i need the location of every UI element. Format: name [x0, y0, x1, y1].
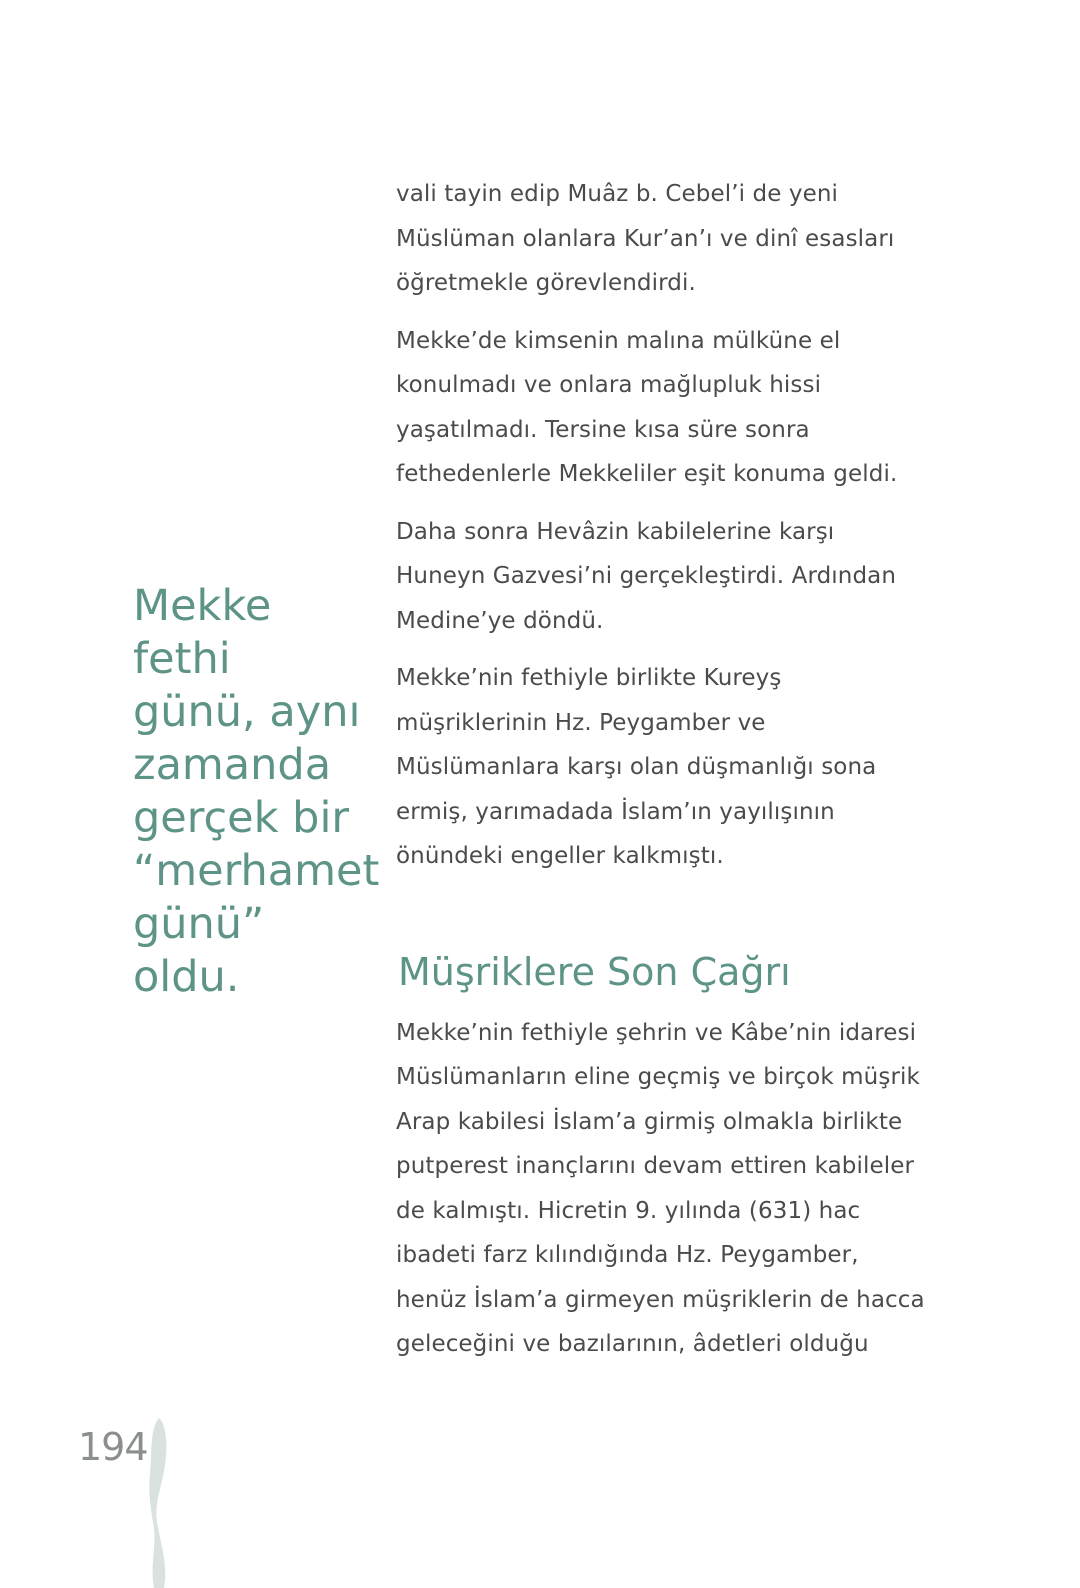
- text-line: müşriklerinin Hz. Peygamber ve: [396, 709, 766, 736]
- text-line: putperest inançlarını devam ettiren kabileler: [396, 1153, 915, 1179]
- text-line: ermiş, yarımadada İslam’ın yayılışının: [396, 798, 835, 825]
- section-heading: Müşriklere Son Çağrı: [398, 949, 791, 994]
- pull-quote-line: oldu.: [133, 952, 240, 1002]
- pull-quote-line: günü”: [133, 899, 265, 949]
- main-text-column: [396, 172, 925, 1380]
- text-line: ibadeti farz kılındığında Hz. Peygamber,: [396, 1242, 859, 1268]
- pull-quote-line: gerçek bir: [133, 793, 350, 843]
- text-line: Müslümanlara karşı olan düşmanlığı sona: [396, 754, 877, 780]
- pull-quote-line: zamanda: [133, 740, 332, 790]
- body-paragraph: [396, 510, 896, 644]
- text-line: henüz İslam’a girmeyen müşriklerin de hacca: [396, 1286, 925, 1313]
- text-line: Müslüman olanlara Kur’an’ı ve dinî esasları: [396, 225, 895, 252]
- section-paragraph: [396, 1011, 925, 1367]
- text-line: Müslümanların eline geçmiş ve birçok müşrik: [396, 1064, 920, 1090]
- text-line: fethedenlerle Mekkeliler eşit konuma geldi.: [396, 461, 898, 487]
- text-line: Mekke’nin fethiyle birlikte Kureyş: [396, 665, 782, 691]
- pull-quote: [133, 580, 380, 1004]
- text-line: Arap kabilesi İslam’a girmiş olmakla birlikte: [396, 1108, 903, 1135]
- text-line: Mekke’de kimsenin malına mülküne el: [396, 327, 841, 354]
- text-line: Medine’ye döndü.: [396, 607, 604, 634]
- text-line: vali tayin edip Muâz b. Cebel’i de yeni: [396, 181, 839, 207]
- body-paragraph: [396, 656, 896, 879]
- pull-quote-line: “merhamet: [133, 846, 380, 896]
- text-line: yaşatılmadı. Tersine kısa süre sonra: [396, 416, 810, 443]
- text-line: öğretmekle görevlendirdi.: [396, 270, 696, 296]
- page-ornament-icon: [146, 1418, 172, 1588]
- text-line: Huneyn Gazvesi’ni gerçekleştirdi. Ardından: [396, 563, 897, 589]
- text-line: önündeki engeller kalkmıştı.: [396, 843, 724, 869]
- pull-quote-line: fethi: [133, 634, 231, 684]
- text-line: Daha sonra Hevâzin kabilelerine karşı: [396, 518, 835, 545]
- body-paragraph: [396, 172, 896, 306]
- text-line: konulmadı ve onlara mağlupluk hissi: [396, 372, 822, 398]
- body-paragraph: [396, 319, 896, 497]
- page-number: 194: [78, 1425, 148, 1469]
- pull-quote-line: Mekke: [133, 581, 272, 631]
- text-line: geleceğini ve bazılarının, âdetleri olduğu: [396, 1331, 869, 1357]
- pull-quote-line: günü, aynı: [133, 687, 361, 737]
- text-line: Mekke’nin fethiyle şehrin ve Kâbe’nin idaresi: [396, 1019, 917, 1046]
- text-line: de kalmıştı. Hicretin 9. yılında (631) hac: [396, 1197, 861, 1224]
